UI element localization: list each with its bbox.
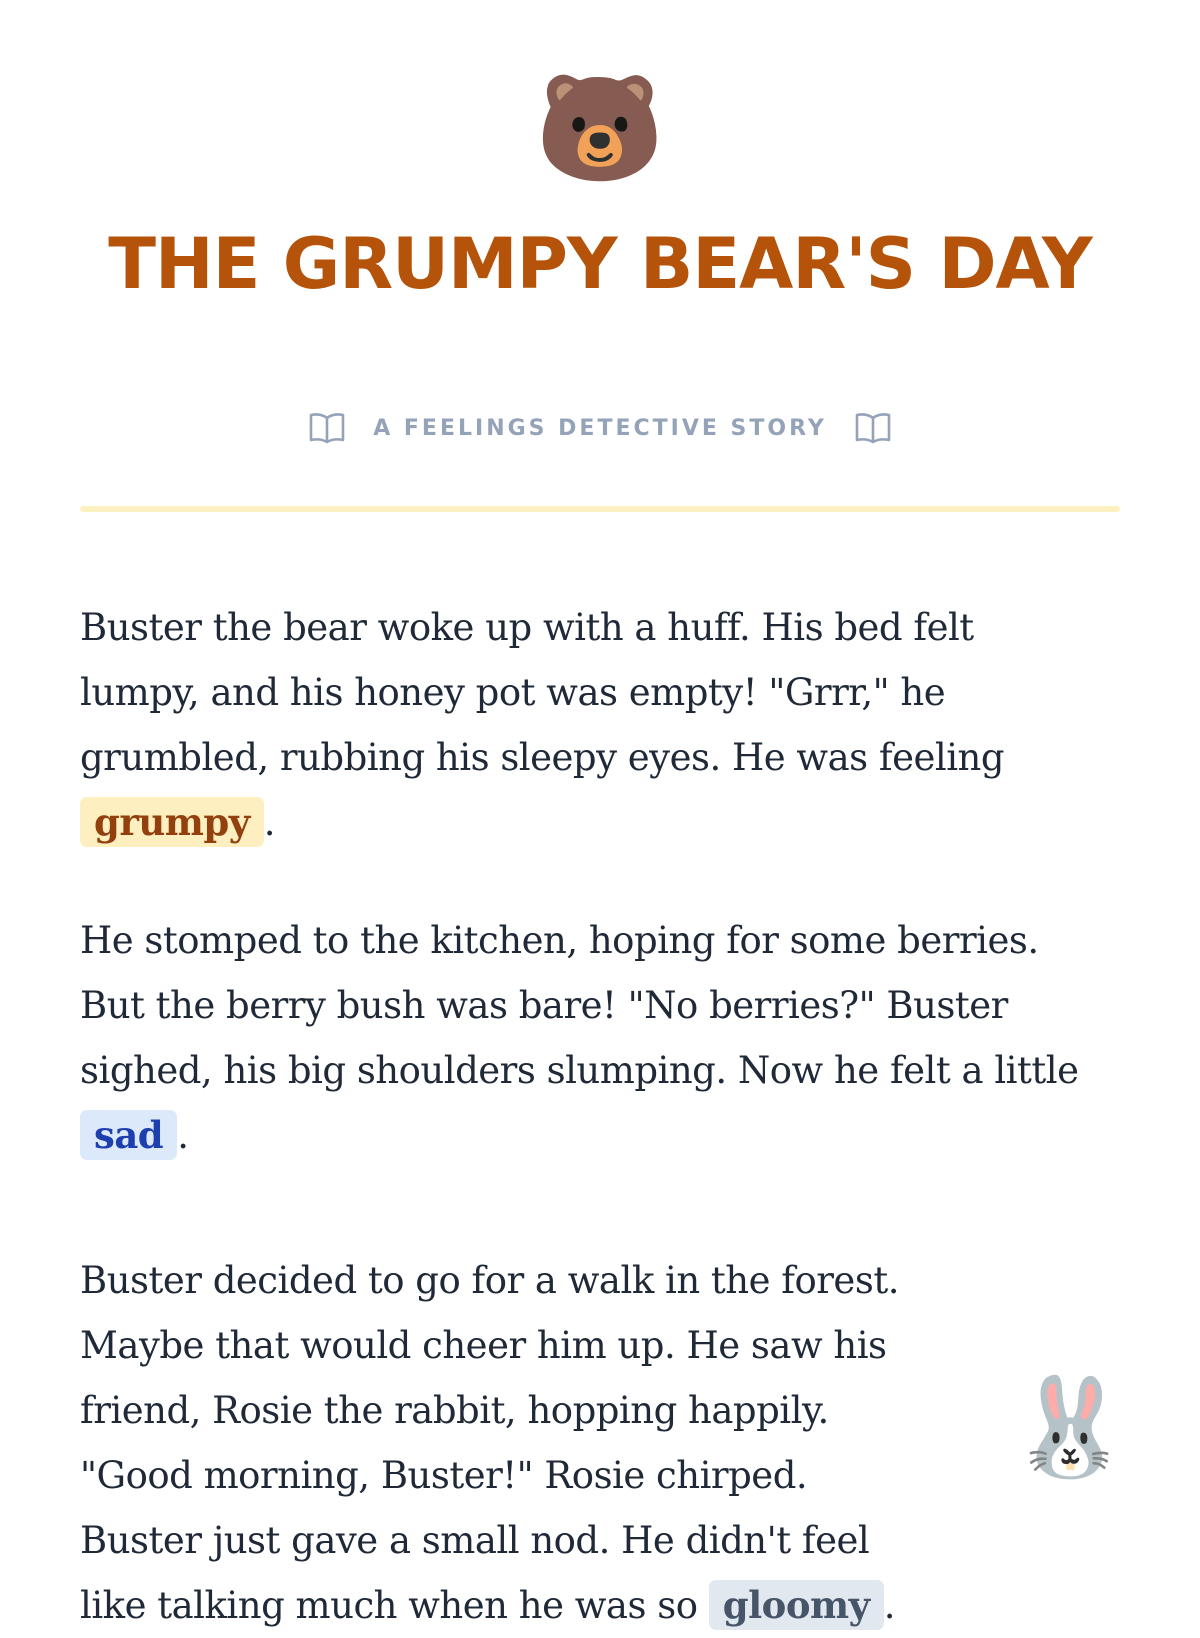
open-book-icon <box>853 410 893 446</box>
sentence-end: . <box>883 1584 895 1627</box>
paragraph-line <box>80 790 1120 855</box>
story-paragraph <box>80 1248 960 1638</box>
paragraph-line: lumpy, and his honey pot was empty! "Grrr," he <box>80 671 946 714</box>
open-book-icon <box>307 410 347 446</box>
feeling-word-sad[interactable]: sad <box>80 1110 177 1160</box>
rabbit-face-icon: 🐰 <box>1010 1374 1130 1481</box>
paragraph-line: friend, Rosie the rabbit, hopping happily. <box>80 1389 829 1432</box>
feeling-word-gloomy[interactable]: gloomy <box>709 1580 884 1630</box>
paragraph-line <box>80 1103 1120 1168</box>
paragraph-line: "Good morning, Buster!" Rosie chirped. <box>80 1454 808 1497</box>
sentence-end: . <box>177 1114 189 1157</box>
paragraph-line: Buster decided to go for a walk in the forest. <box>80 1259 899 1302</box>
paragraph-line: Buster just gave a small nod. He didn't feel <box>80 1519 870 1562</box>
story-paragraph <box>80 908 1120 1168</box>
story-paragraph <box>80 595 1120 855</box>
title-divider <box>80 506 1120 512</box>
paragraph-line-text: like talking much when he was so <box>80 1584 698 1627</box>
bear-face-icon: 🐻 <box>535 72 665 187</box>
sentence-end: . <box>263 801 276 844</box>
story-title: THE GRUMPY BEAR'S DAY <box>108 223 1092 305</box>
paragraph-line: sighed, his big shoulders slumping. Now he felt a little <box>80 1049 1079 1092</box>
subtitle-row <box>0 410 1200 446</box>
paragraph-line: Buster the bear woke up with a huff. His bed felt <box>80 606 974 649</box>
feeling-word-grumpy[interactable]: grumpy <box>80 797 264 847</box>
paragraph-line <box>80 1573 960 1638</box>
paragraph-line: He stomped to the kitchen, hoping for some berries. <box>80 919 1039 962</box>
paragraph-line: grumbled, rubbing his sleepy eyes. He was feeling <box>80 736 1005 779</box>
paragraph-line: Maybe that would cheer him up. He saw his <box>80 1324 887 1367</box>
story-subtitle: A FEELINGS DETECTIVE STORY <box>373 415 827 441</box>
paragraph-line: But the berry bush was bare! "No berries?" Buster <box>80 984 1008 1027</box>
